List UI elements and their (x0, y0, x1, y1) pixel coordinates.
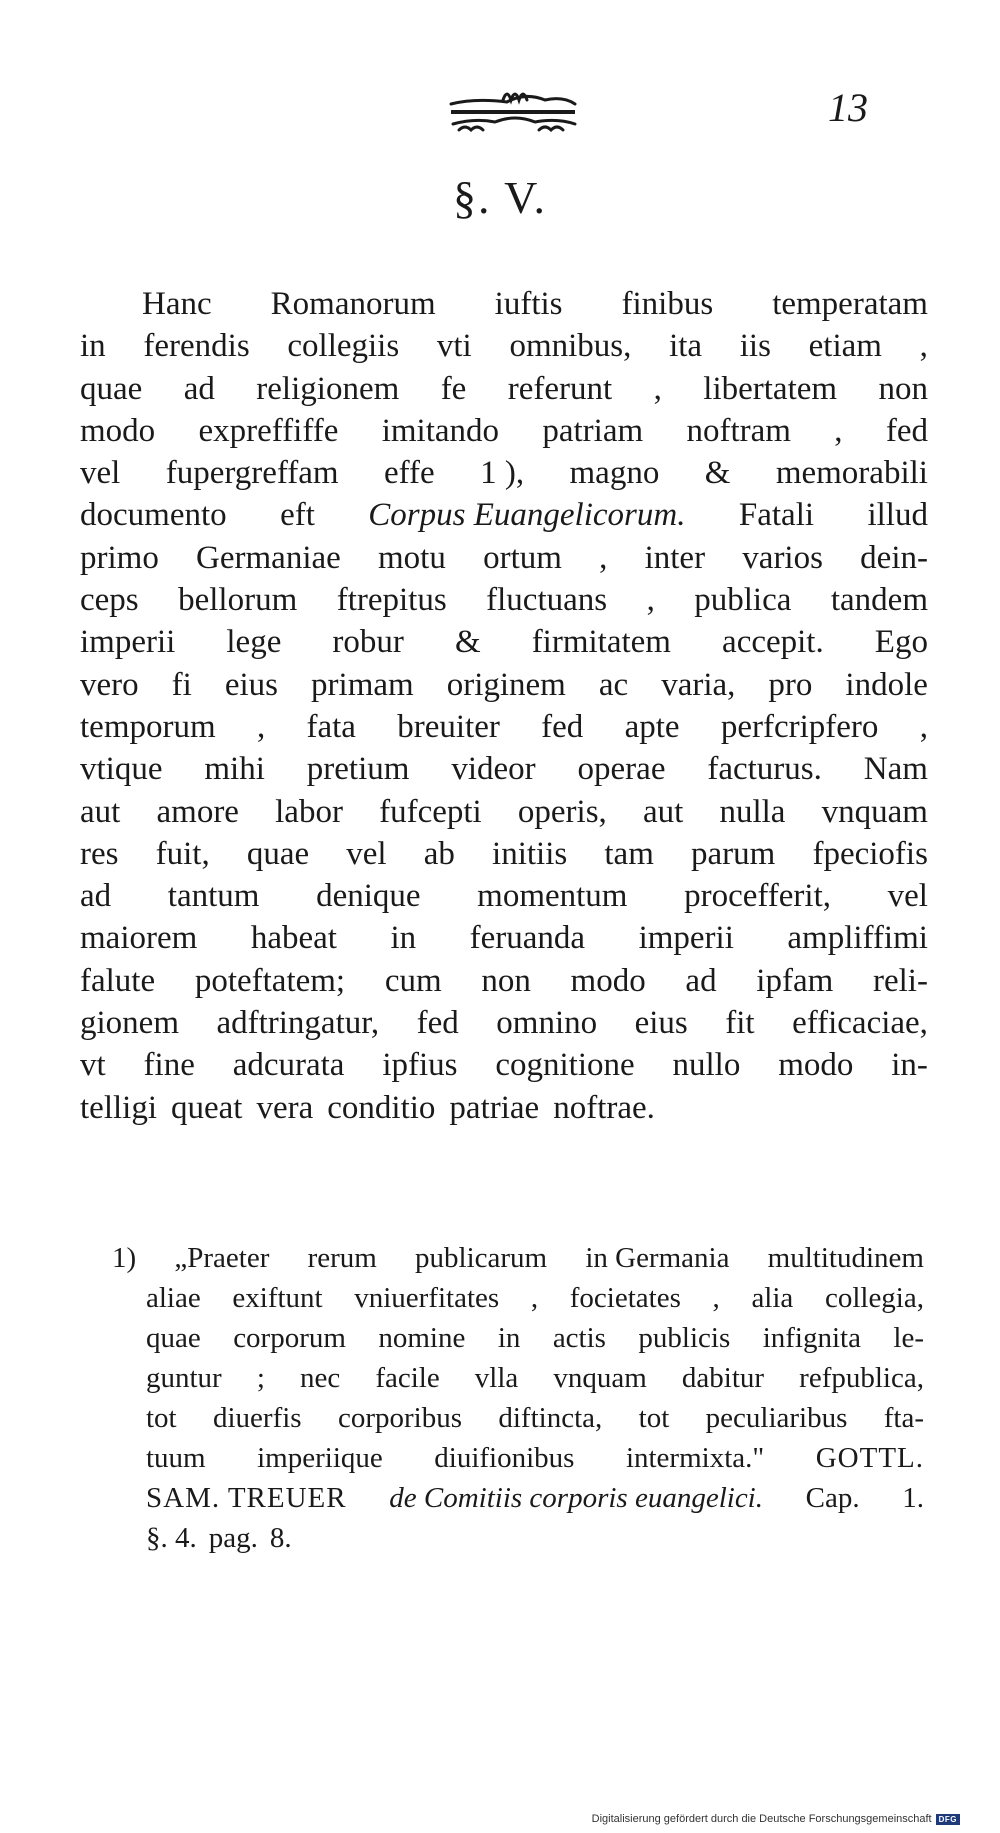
text-line (80, 410, 928, 452)
word: primo (80, 539, 159, 576)
word: imperii (80, 624, 176, 661)
footnote-word: , (712, 1282, 720, 1314)
footnote-word: le- (893, 1322, 924, 1354)
word: operae (577, 751, 666, 788)
dfg-logo-icon: DFG (936, 1814, 960, 1825)
footnote-word: tot (146, 1402, 177, 1434)
footnote-word: vnquam (553, 1362, 647, 1394)
word: eft (280, 497, 315, 534)
word: reli- (872, 962, 928, 999)
text-line (80, 452, 928, 494)
word: fluctuans (486, 582, 608, 619)
footnote-word: §. 4. (146, 1522, 197, 1554)
word: tam (604, 835, 654, 872)
footnote-word: nomine (378, 1322, 466, 1354)
word: omnibus, (509, 328, 632, 365)
word: , (919, 328, 928, 365)
text-line (80, 494, 928, 536)
word: breuiter (397, 708, 500, 745)
word: fpeciofis (812, 835, 928, 872)
text-line (80, 1087, 928, 1129)
word: cognitione (495, 1047, 635, 1084)
footnote-line (112, 1238, 924, 1278)
word: bellorum (178, 582, 298, 619)
word: conditio (327, 1089, 436, 1126)
footnote-word: 1. (902, 1482, 924, 1514)
word: Corpus Euangelicorum. (368, 497, 686, 534)
footnote-word: tot (638, 1402, 670, 1434)
footnote-word: publicis (638, 1322, 731, 1354)
footnote-word: dabitur (681, 1362, 765, 1394)
footnote-word: actis (552, 1322, 606, 1354)
word: , (646, 582, 655, 619)
footnote-word: imperiique (257, 1442, 383, 1474)
word: adftringatur, (216, 1005, 380, 1042)
word: referunt (507, 370, 613, 407)
word: , (256, 708, 266, 745)
footnote-word: publicarum (415, 1242, 548, 1274)
word: ampliffimi (787, 920, 928, 957)
word: ipfius (382, 1047, 458, 1084)
word: originem (446, 666, 566, 703)
word: temperatam (772, 286, 928, 322)
word: non (878, 370, 928, 407)
word: magno (569, 455, 660, 492)
text-line (80, 325, 928, 367)
text-line (80, 748, 928, 790)
footnote-word: rerum (307, 1242, 377, 1274)
word: Fatali (738, 497, 815, 534)
footnote-word: diuerfis (213, 1402, 302, 1434)
word: tandem (830, 582, 928, 619)
word: procefferit, (684, 878, 831, 915)
word: inter (644, 539, 706, 576)
word: modo (80, 412, 156, 449)
word: fupergreffam (165, 455, 339, 492)
word: fe (440, 370, 467, 407)
word: vel (346, 835, 387, 872)
word: momentum (477, 878, 628, 915)
word: parum (691, 835, 776, 872)
word: efficaciae, (792, 1005, 928, 1042)
word: fuit, (155, 835, 210, 872)
footnote-word: nec (299, 1362, 341, 1394)
word: vel (887, 878, 928, 915)
word: ipfam (756, 962, 834, 999)
page-number: 13 (828, 85, 868, 130)
footnote-line (112, 1438, 924, 1478)
footnote-word: corporibus (337, 1402, 462, 1434)
word: omnino (496, 1005, 598, 1042)
word: apte (624, 708, 680, 745)
footnote-word: de Comitiis corporis euangelici. (389, 1482, 763, 1514)
word: nullo (672, 1047, 741, 1084)
word: accepit. (722, 624, 824, 661)
word: aut (642, 793, 684, 830)
text-line (80, 833, 928, 875)
footnote-word: 1) (112, 1242, 137, 1274)
word: Ego (874, 624, 928, 661)
word: in- (891, 1047, 928, 1084)
footnote-word: guntur (146, 1362, 222, 1394)
footnote-word: infignita (762, 1322, 861, 1354)
footnote-word: corporum (233, 1322, 346, 1354)
word: , (834, 412, 843, 449)
word: ortum (483, 539, 562, 576)
word: illud (867, 497, 928, 534)
word: , (653, 370, 662, 407)
word: & (704, 455, 731, 492)
footnote-line (112, 1358, 924, 1398)
word: ita (669, 328, 703, 365)
word: adcurata (232, 1047, 345, 1084)
word: fit (725, 1005, 755, 1042)
word: robur (332, 624, 404, 661)
word: , (919, 708, 928, 745)
footnote-word: alia (751, 1282, 794, 1314)
footnote-word: quae (146, 1322, 201, 1354)
text-line (80, 283, 928, 325)
word: non (481, 962, 531, 999)
word: fata (306, 708, 356, 745)
word: eius (634, 1005, 688, 1042)
footnote-word: in Germania (585, 1242, 730, 1274)
text-line (80, 917, 928, 959)
word: aut (80, 793, 121, 830)
word: nulla (719, 793, 786, 830)
word: dein- (860, 539, 928, 576)
word: pro (768, 666, 813, 703)
text-line (80, 791, 928, 833)
word: vero (80, 666, 139, 703)
footnote-word: GOTTL. (815, 1442, 924, 1474)
word: poteftatem; (194, 962, 346, 999)
word: gionem (80, 1005, 179, 1042)
footnote-word: „Praeter (174, 1242, 270, 1274)
word: finibus (621, 286, 714, 322)
word: noftrae. (553, 1089, 655, 1126)
word: religionem (256, 370, 400, 407)
word: ad (80, 878, 112, 915)
word: & (454, 624, 481, 661)
word: Romanorum (270, 286, 436, 322)
word: imitando (381, 412, 500, 449)
word: ftrepitus (336, 582, 447, 619)
word: varios (742, 539, 823, 576)
word: iuftis (494, 286, 563, 322)
footnote-word: in (497, 1322, 521, 1354)
word: effe (384, 455, 435, 492)
footnote-word: multitudinem (767, 1242, 924, 1274)
text-line (80, 706, 928, 748)
printer-ornament-icon (445, 84, 580, 140)
text-line (80, 1044, 928, 1086)
word: queat (171, 1089, 243, 1126)
text-line (80, 579, 928, 621)
word: patriam (542, 412, 644, 449)
text-line (80, 621, 928, 663)
word: primam (311, 666, 414, 703)
footnote-word: 8. (269, 1522, 292, 1554)
word: res (80, 835, 119, 872)
footnote-word: collegia, (824, 1282, 924, 1314)
word: documento (80, 497, 227, 534)
footnote-word: Cap. (805, 1482, 860, 1514)
word: denique (316, 878, 421, 915)
word: pretium (306, 751, 410, 788)
word: maiorem (80, 920, 198, 957)
word: firmitatem (531, 624, 671, 661)
footnote-word: , (530, 1282, 539, 1314)
word: fi (171, 666, 192, 703)
word: temporum (80, 708, 216, 745)
footnote-word: diuifionibus (434, 1442, 575, 1474)
word: labor (275, 793, 343, 830)
word: expreffiffe (198, 412, 339, 449)
colophon-text: Digitalisierung gefördert durch die Deutsche Forschungsgemeinschaft (591, 1813, 932, 1825)
word: motu (378, 539, 446, 576)
word: ac (598, 666, 629, 703)
word: indole (845, 666, 928, 703)
word: quae (246, 835, 310, 872)
word: patriae (449, 1089, 540, 1126)
text-line (80, 368, 928, 410)
footnote-word: facile (375, 1362, 440, 1394)
word: initiis (492, 835, 568, 872)
word: vti (436, 328, 472, 365)
word: falute (80, 962, 156, 999)
footnote-word: diftincta, (498, 1402, 603, 1434)
section-heading: §. V. (453, 172, 547, 223)
word: vtique (80, 751, 163, 788)
word: fed (541, 708, 584, 745)
word: , (599, 539, 608, 576)
word: 1 ), (480, 455, 525, 492)
word: iis (739, 328, 771, 365)
word: mihi (204, 751, 265, 788)
footnote-word: focietates (569, 1282, 681, 1314)
word: lege (226, 624, 282, 661)
word: modo (570, 962, 646, 999)
footnote-line (112, 1318, 924, 1358)
word: vt (80, 1047, 106, 1084)
word: ceps (80, 582, 139, 619)
word: telligi (80, 1089, 157, 1126)
footnote-word: SAM. TREUER (146, 1482, 347, 1514)
footnote-line (112, 1398, 924, 1438)
word: vel (80, 455, 121, 492)
footnote-word: vlla (474, 1362, 519, 1394)
word: ad (685, 962, 717, 999)
word: modo (778, 1047, 854, 1084)
word: fine (143, 1047, 195, 1084)
word: in (80, 328, 106, 365)
word: fed (416, 1005, 459, 1042)
word: vnquam (821, 793, 928, 830)
word: ad (183, 370, 215, 407)
word: noftram (686, 412, 791, 449)
word: in (390, 920, 417, 957)
word: facturus. (707, 751, 822, 788)
word: etiam (808, 328, 882, 365)
word: eius (224, 666, 279, 703)
footnote-word: tuum (146, 1442, 206, 1474)
word: perfcripfero (720, 708, 879, 745)
word: vera (256, 1089, 314, 1126)
word: libertatem (703, 370, 838, 407)
word: cum (384, 962, 442, 999)
footnote-word: ; (256, 1362, 265, 1394)
word: publica (694, 582, 792, 619)
word: amore (156, 793, 239, 830)
word: Hanc (142, 286, 212, 322)
word: ab (423, 835, 455, 872)
footnote-word: exiftunt (232, 1282, 323, 1314)
text-line (80, 960, 928, 1002)
footnote-word: pag. (208, 1522, 258, 1554)
text-line (80, 875, 928, 917)
word: tantum (167, 878, 260, 915)
footnote-line (112, 1278, 924, 1318)
footnote (112, 1238, 924, 1558)
word: operis, (517, 793, 607, 830)
text-line (80, 664, 928, 706)
word: collegiis (287, 328, 400, 365)
word: ferendis (143, 328, 250, 365)
footnote-word: peculiaribus (705, 1402, 848, 1434)
word: memorabili (775, 455, 928, 492)
word: videor (451, 751, 536, 788)
word: varia, (661, 666, 736, 703)
footnote-word: vniuerfitates (354, 1282, 500, 1314)
word: Germaniae (196, 539, 341, 576)
word: habeat (250, 920, 337, 957)
word: quae (80, 370, 143, 407)
footnote-line (112, 1518, 924, 1558)
word: Nam (863, 751, 928, 788)
word: fed (885, 412, 928, 449)
footnote-line (112, 1478, 924, 1518)
digitization-credit (592, 1813, 960, 1825)
word: feruanda (469, 920, 586, 957)
main-paragraph (80, 283, 928, 1129)
footnote-word: intermixta." (625, 1442, 765, 1474)
word: fufcepti (379, 793, 482, 830)
footnote-word: fta- (883, 1402, 924, 1434)
text-line (80, 1002, 928, 1044)
footnote-word: aliae (146, 1282, 201, 1314)
text-line (80, 537, 928, 579)
word: imperii (638, 920, 734, 957)
footnote-word: refpublica, (799, 1362, 924, 1394)
